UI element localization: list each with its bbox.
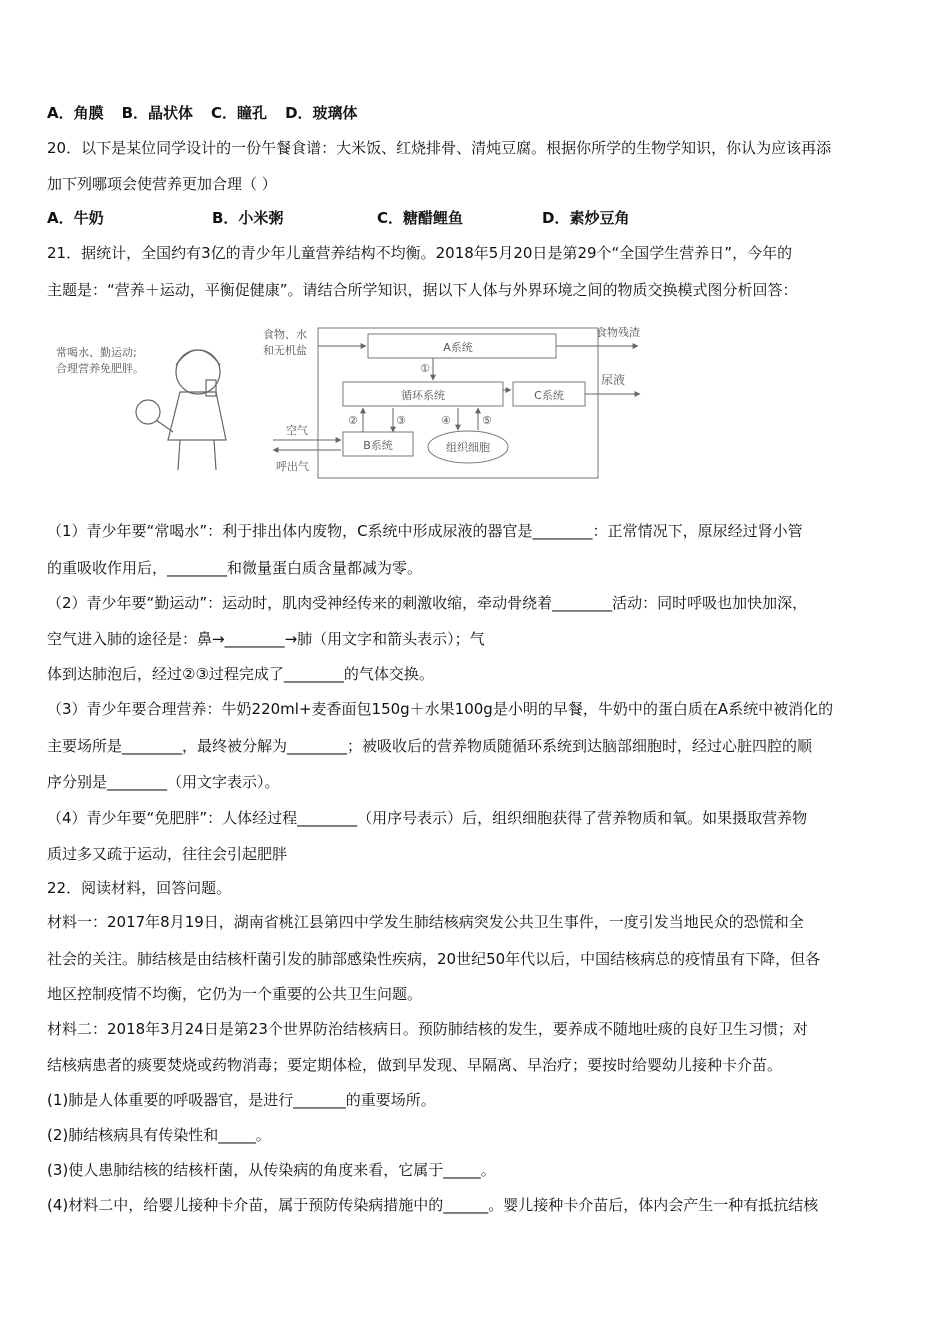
- q20-option-d: D．素炒豆角: [542, 209, 630, 227]
- q19-option-b: B．晶状体: [121, 104, 194, 122]
- q19-option-d: D．玻璃体: [285, 104, 358, 122]
- boy-cap: [176, 350, 220, 365]
- q21-part3-line2: 主要场所是________，最终被分解为________；被吸收后的营养物质随循环系统到达脑部细胞时，经过心脏四腔的顺: [47, 737, 813, 755]
- speech-line-2: 合理营养免肥胖。: [56, 362, 144, 375]
- q22-material1-line1: 材料一：2017年8月19日，湖南省桃江县第四中学发生肺结核病突发公共卫生事件，一度引发当地民众的恐慌和全: [47, 913, 804, 931]
- racket-handle: [156, 420, 173, 432]
- q21-part2-line3: 体到达肺泡后，经过②③过程完成了________的气体交换。: [47, 665, 434, 683]
- process-1: ①: [420, 362, 430, 375]
- process-3: ③: [396, 414, 406, 427]
- a-system-label: A系统: [443, 341, 473, 354]
- q21-part2-line1: （2）青少年要“勤运动”：运动时，肌肉受神经传来的刺激收缩，牵动骨绕着________活动：同时呼吸也加快加深，: [47, 594, 808, 612]
- q22-material1-line3: 地区控制疫情不均衡，它仍为一个重要的公共卫生问题。: [47, 985, 423, 1003]
- q22-title: 22．阅读材料，回答问题。: [47, 879, 232, 897]
- process-4: ④: [441, 414, 451, 427]
- q19-options: [47, 103, 358, 123]
- q21-part1-line1: （1）青少年要“常喝水”：利于排出体内废物，C系统中形成尿液的器官是________：正常情况下，原尿经过肾小管: [47, 522, 803, 540]
- q21-part4-line1: （4）青少年要“免肥胖”：人体经过程________（用序号表示）后，组织细胞获得了营养物质和氧。如果摄取营养物: [47, 809, 808, 827]
- circulation-label: 循环系统: [401, 389, 445, 402]
- q20-stem-line2: 加下列哪项会使营养更加合理（ ）: [47, 175, 277, 193]
- q22-sub4: (4)材料二中，给婴儿接种卡介苗，属于预防传染病措施中的______。婴儿接种卡介苗后，体内会产生一种有抵抗结核: [47, 1196, 819, 1214]
- label-minerals: 和无机盐: [263, 344, 307, 357]
- process-5: ⑤: [482, 414, 492, 427]
- q21-part4-line2: 质过多又疏于运动，往往会引起肥胖: [47, 845, 288, 863]
- q20-stem-line1: 20．以下是某位同学设计的一份午餐食谱：大米饭、红烧排骨、清炖豆腐。根据你所学的生物学知识，你认为应该再添: [47, 139, 832, 157]
- q21-part1-line2: 的重吸收作用后，________和微量蛋白质含量都减为零。: [47, 559, 423, 577]
- q22-sub1: (1)肺是人体重要的呼吸器官，是进行_______的重要场所。: [47, 1091, 436, 1109]
- q22-sub2: (2)肺结核病具有传染性和_____。: [47, 1126, 271, 1144]
- material-exchange-diagram: [48, 320, 658, 485]
- tissue-cells-label: 组织细胞: [446, 441, 490, 454]
- q22-material2-line2: 结核病患者的痰要焚烧或药物消毒；要定期体检，做到早发现、早隔离、早治疗；要按时给婴幼儿接种卡介苗。: [47, 1056, 783, 1074]
- q21-stem-line2: 主题是：“营养＋运动，平衡促健康”。请结合所学知识，据以下人体与外界环境之间的物质交换模式图分析回答：: [47, 281, 798, 299]
- q19-option-c: C．瞳孔: [211, 104, 268, 122]
- label-urine: 尿液: [601, 373, 626, 387]
- q22-material1-line2: 社会的关注。肺结核是由结核杆菌引发的肺部感染性疾病，20世纪50年代以后，中国结核病总的疫情虽有下降，但各: [47, 950, 821, 968]
- q19-option-a: A．角膜: [47, 104, 104, 122]
- speech-line-1: 常喝水、勤运动;: [56, 346, 137, 359]
- q21-stem-line1: 21．据统计，全国约有3亿的青少年儿童营养结构不均衡。2018年5月20日是第29个“全国学生营养日”，今年的: [47, 244, 793, 262]
- q22-material2-line1: 材料二：2018年3月24日是第23个世界防治结核病日。预防肺结核的发生，要养成不随地吐痰的良好卫生习惯；对: [47, 1020, 808, 1038]
- q20-option-c: C．糖醋鲤鱼: [377, 209, 464, 227]
- label-food-residue: 食物残渣: [596, 326, 640, 339]
- boy-illustration: [136, 350, 226, 470]
- label-air: 空气: [286, 424, 308, 437]
- process-2: ②: [348, 414, 358, 427]
- q21-part2-line2: 空气进入肺的途径是：鼻→________→肺（用文字和箭头表示）；气: [47, 630, 485, 648]
- q20-option-b: B．小米粥: [212, 209, 284, 227]
- q20-options: [47, 208, 629, 228]
- q21-part3-line3: 序分别是________（用文字表示）。: [47, 773, 280, 791]
- q20-option-a: A．牛奶: [47, 209, 104, 227]
- label-exhale: 呼出气: [276, 460, 309, 473]
- boy-leg-left: [178, 440, 180, 470]
- b-system-label: B系统: [363, 439, 393, 452]
- c-system-label: C系统: [534, 389, 564, 402]
- label-food-water: 食物、水: [263, 328, 307, 341]
- q22-sub3: (3)使人患肺结核的结核杆菌，从传染病的角度来看，它属于_____。: [47, 1161, 496, 1179]
- cup-icon: [206, 380, 216, 396]
- boy-body: [168, 392, 226, 440]
- q21-part3-line1: （3）青少年要合理营养：牛奶220ml+麦香面包150g＋水果100g是小明的早餐，牛奶中的蛋白质在A系统中被消化的: [47, 700, 834, 718]
- boy-leg-right: [214, 440, 216, 470]
